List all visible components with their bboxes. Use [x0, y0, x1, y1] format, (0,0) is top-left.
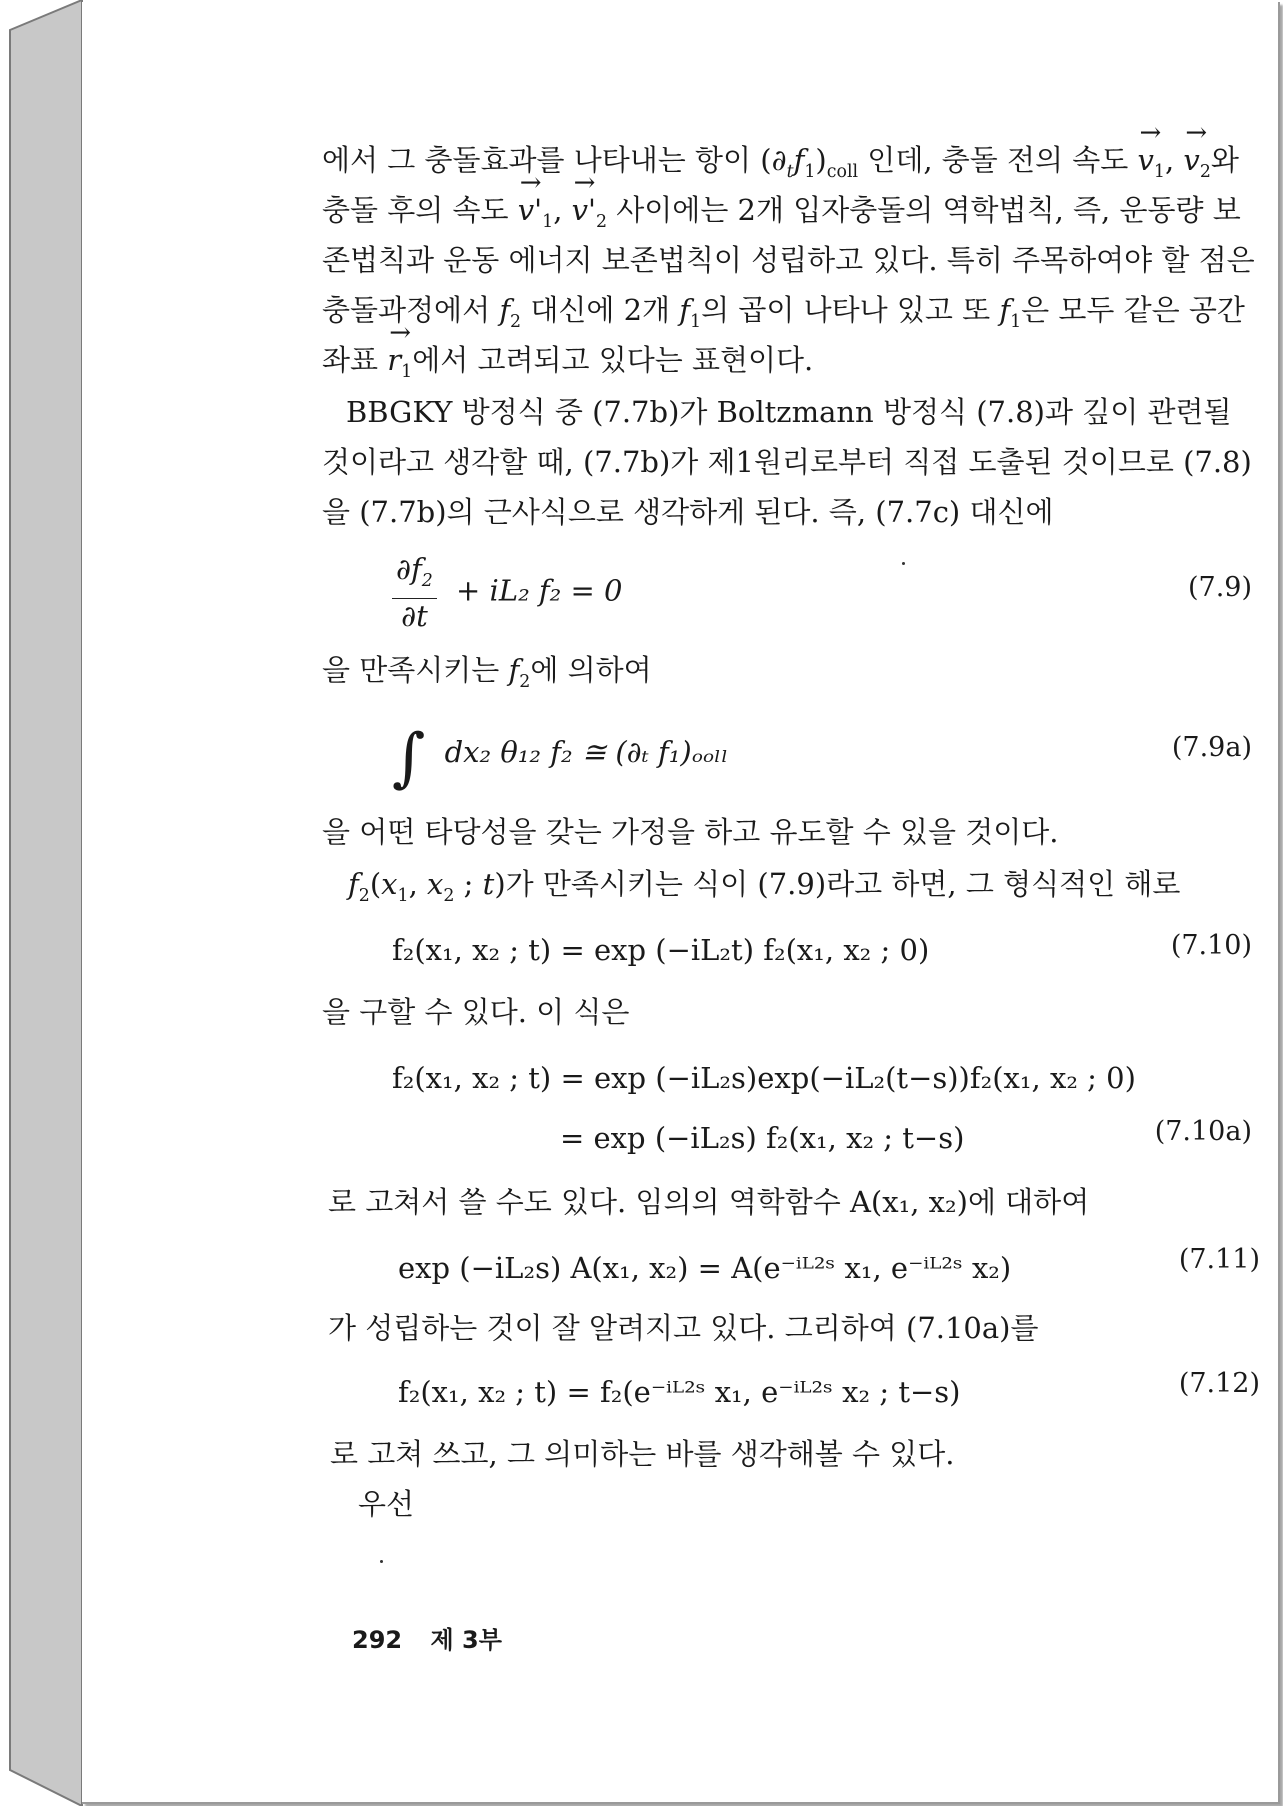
equation-number: (7.11) — [1178, 1244, 1260, 1275]
equation-number: (7.10a) — [1154, 1116, 1252, 1147]
page-footer — [352, 1620, 522, 1655]
paragraph-line: 을 구할 수 있다. 이 식은 — [322, 995, 630, 1029]
equation-number: (7.12) — [1178, 1368, 1260, 1399]
integral-icon: ∫ — [392, 721, 426, 795]
paragraph-line: 을 어떤 타당성을 갖는 가정을 하고 유도할 수 있을 것이다. — [322, 815, 1059, 849]
equation-number: (7.9a) — [1171, 732, 1252, 763]
book-page — [82, 2, 1280, 1804]
page-number: 292 — [352, 1626, 403, 1654]
paragraph-line: $f_2(x_1$, $x_2$ ; t)가 만족시키는 식이 (7.9)라고 하면, 그 형식적인 해로 — [348, 867, 1181, 906]
paragraph-line: 을 (7.7b)의 근사식으로 생각하게 된다. 즉, (7.7c) 대신에 — [322, 495, 1054, 529]
paragraph-line: 로 고쳐서 쓸 수도 있다. 임의의 역학함수 A(x₁, x₂)에 대하여 — [328, 1185, 1090, 1219]
paragraph-line: 좌표 → $r_1$에서 고려되고 있다는 표현이다. — [322, 340, 813, 392]
equation-7-11: exp (−iL₂s) A(x₁, x₂) = A(e⁻ⁱᴸ²ˢ x₁, e⁻ⁱᴸ²ˢ x₂) — [398, 1251, 1012, 1285]
equation-7-9-body: + iL₂ f₂ = 0 — [456, 573, 623, 608]
book-spine — [0, 0, 90, 1806]
paragraph-line: 것이라고 생각할 때, (7.7b)가 제1원리로부터 직접 도출된 것이므로 (7.8) — [322, 445, 1252, 479]
paragraph-line: 에서 그 충돌효과를 나타내는 항이 $(\partial_tf_1)_{coll}$ 인데, 충돌 전의 속도 → $v_1$, → $v_2$와 — [322, 140, 1239, 192]
paragraph-line: 을 만족시키는 $f_2$에 의하여 — [322, 653, 652, 692]
speck — [902, 562, 905, 565]
paragraph-line: BBGKY 방정식 중 (7.7b)가 Boltzmann 방정식 (7.8)과 깊이 관련될 — [346, 395, 1232, 429]
paragraph-line: 충돌과정에서 $f_2$ 대신에 2개 $f_1$의 곱이 나타나 있고 또 $f_1$은 모두 같은 공간 — [322, 293, 1245, 332]
equation-7-9a-body: dx₂ θ₁₂ f₂ ≅ (∂ₜ f₁)ₒₒₗₗ — [444, 735, 729, 769]
equation-number: (7.9) — [1187, 572, 1252, 603]
speck — [380, 1560, 383, 1563]
equation-number: (7.10) — [1170, 930, 1252, 961]
paragraph-line: 존법칙과 운동 에너지 보존법칙이 성립하고 있다. 특히 주목하여야 할 점은 — [322, 243, 1255, 277]
page-body — [322, 140, 1260, 1640]
part-label: 제 3부 — [430, 1626, 502, 1654]
equation-7-9: $\frac{\partial f_2}{\partial t}$ + iL₂ f₂ = 0 — [392, 552, 622, 633]
paragraph-line: 로 고쳐 쓰고, 그 의미하는 바를 생각해볼 수 있다. — [330, 1437, 955, 1471]
equation-7-9a — [392, 721, 729, 795]
equation-7-10a-line2: = exp (−iL₂s) f₂(x₁, x₂ ; t−s) — [560, 1121, 965, 1155]
paragraph-line: 우선 — [358, 1487, 415, 1521]
paragraph-line: 가 성립하는 것이 잘 알려지고 있다. 그리하여 (7.10a)를 — [328, 1311, 1039, 1345]
paragraph-line: 충돌 후의 속도 → $v'_1$, → $v'_2$ 사이에는 2개 입자충돌의 역학법칙, 즉, 운동량 보 — [322, 190, 1241, 242]
equation-7-12: f₂(x₁, x₂ ; t) = f₂(e⁻ⁱᴸ²ˢ x₁, e⁻ⁱᴸ²ˢ x₂ ; t−s) — [398, 1375, 961, 1409]
equation-7-10a-line1: f₂(x₁, x₂ ; t) = exp (−iL₂s)exp(−iL₂(t−s))f₂(x₁, x₂ ; 0) — [392, 1061, 1136, 1095]
equation-7-10: f₂(x₁, x₂ ; t) = exp (−iL₂t) f₂(x₁, x₂ ; 0) — [392, 933, 930, 967]
